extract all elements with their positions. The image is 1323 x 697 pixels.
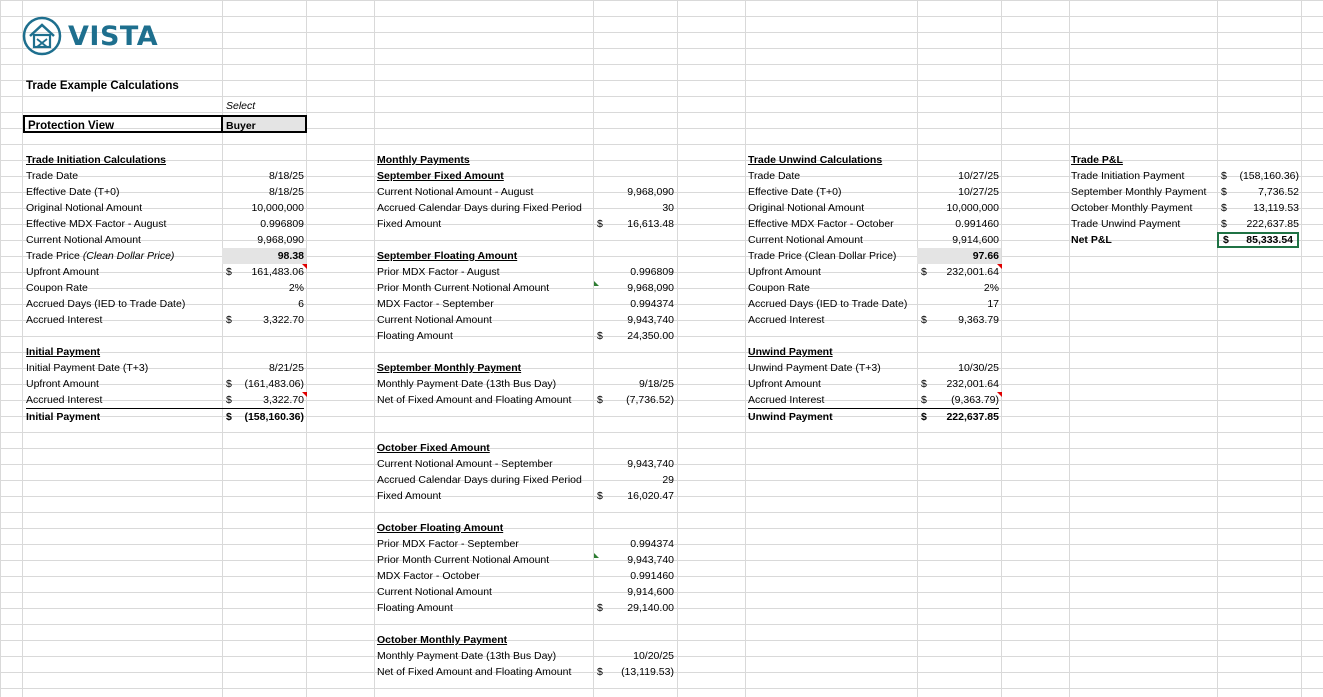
dollar-sign: $ xyxy=(226,378,232,390)
monthly-sep-floating-row-value[interactable] xyxy=(593,328,674,344)
unwind-row-label: Trade Price (Clean Dollar Price) xyxy=(748,250,897,262)
cell-value: 30 xyxy=(662,202,674,214)
unwind-row-value[interactable] xyxy=(917,232,999,248)
vista-logo xyxy=(22,14,158,58)
house-logo-icon xyxy=(22,16,62,56)
cell-value: 17 xyxy=(987,298,999,310)
cell-value: 9,968,090 xyxy=(627,186,674,198)
cell-value: 8/18/25 xyxy=(268,186,304,198)
initiation-row-label: Coupon Rate xyxy=(26,282,88,294)
monthly-oct-fixed-row-label: Fixed Amount xyxy=(377,490,442,502)
initiation-row-label-text: Trade Price xyxy=(26,250,80,262)
cell-value: 8/18/25 xyxy=(268,170,304,182)
unwind-heading: Trade Unwind Calculations xyxy=(748,154,883,166)
dollar-sign: $ xyxy=(921,314,927,326)
monthly-sep-fixed-row-value[interactable] xyxy=(593,200,674,216)
pnl-row-value[interactable] xyxy=(1217,184,1299,200)
monthly-sep-fixed-row-label: Accrued Calendar Days during Fixed Period xyxy=(377,202,582,214)
net-pnl-selected-cell[interactable] xyxy=(1217,232,1299,248)
monthly-sep-floating-row-label: Prior Month Current Notional Amount xyxy=(377,282,550,294)
cell-value: 9,943,740 xyxy=(627,314,674,326)
cell-value: 232,001.64 xyxy=(946,378,999,390)
dollar-sign: $ xyxy=(921,411,927,423)
initiation-row-value[interactable] xyxy=(222,264,304,280)
cell-value: (158,160.36) xyxy=(1239,170,1299,182)
initiation-row-value[interactable] xyxy=(222,248,306,264)
pnl-row-value[interactable] xyxy=(1217,168,1299,184)
protection-view-select[interactable]: Buyer xyxy=(222,115,307,133)
initial-payment-row-label: Upfront Amount xyxy=(26,378,99,390)
monthly-oct-fixed-row-value[interactable] xyxy=(593,488,674,504)
monthly-sep-floating-row-label: Current Notional Amount xyxy=(377,314,492,326)
monthly-sep-payment-row-label: Net of Fixed Amount and Floating Amount xyxy=(377,394,572,406)
comment-indicator-icon[interactable] xyxy=(997,392,1002,397)
initiation-row-value[interactable] xyxy=(222,296,304,312)
comment-indicator-icon[interactable] xyxy=(302,392,307,397)
initiation-row-label: Accrued Interest xyxy=(26,314,103,326)
pnl-row-label: Net P&L xyxy=(1071,234,1112,246)
monthly-oct-fixed-row-value[interactable] xyxy=(593,456,674,472)
error-indicator-icon[interactable] xyxy=(594,281,599,286)
cell-value: 10/27/25 xyxy=(958,170,999,182)
initial-payment-row-value[interactable] xyxy=(222,392,304,408)
cell-value: 2% xyxy=(983,282,999,294)
cell-value: 6 xyxy=(298,298,304,310)
cell-value: 9,363.79 xyxy=(958,314,999,326)
initial-payment-row-value[interactable] xyxy=(222,408,304,425)
initiation-heading: Trade Initiation Calculations xyxy=(26,154,167,166)
monthly-oct-fixed-row-label: Accrued Calendar Days during Fixed Period xyxy=(377,474,582,486)
monthly-oct-floating-row-label: Prior Month Current Notional Amount xyxy=(377,554,550,566)
pnl-heading: Trade P&L xyxy=(1071,154,1123,166)
initiation-row-value[interactable] xyxy=(222,168,304,184)
initiation-row-value[interactable] xyxy=(222,200,304,216)
monthly-sep-fixed-row-value[interactable] xyxy=(593,184,674,200)
unwind-row-label: Effective Date (T+0) xyxy=(748,186,842,198)
cell-value: 9,968,090 xyxy=(627,282,674,294)
initial-payment-row-value[interactable] xyxy=(222,360,304,376)
initiation-row-value[interactable] xyxy=(222,184,304,200)
unwind-row-label: Original Notional Amount xyxy=(748,202,865,214)
initiation-row-label: Current Notional Amount xyxy=(26,234,141,246)
monthly-sep-floating-heading: September Floating Amount xyxy=(377,250,518,262)
monthly-oct-payment-row-label: Monthly Payment Date (13th Bus Day) xyxy=(377,650,557,662)
unwind-row-value[interactable] xyxy=(917,216,999,232)
cell-value: (158,160.36) xyxy=(244,411,304,423)
initiation-row-value[interactable] xyxy=(222,216,304,232)
monthly-oct-floating-row-value[interactable] xyxy=(593,600,674,616)
cell-value: 9,943,740 xyxy=(627,554,674,566)
monthly-oct-floating-row-value[interactable] xyxy=(593,552,674,568)
dollar-sign: $ xyxy=(1221,202,1227,214)
initiation-row-label: Trade Date xyxy=(26,170,79,182)
cell-value: 9,914,600 xyxy=(952,234,999,246)
monthly-oct-payment-row-value[interactable] xyxy=(593,664,674,680)
monthly-oct-payment-row-value[interactable] xyxy=(593,648,674,664)
dollar-sign: $ xyxy=(226,394,232,406)
cell-value: 7,736.52 xyxy=(1258,186,1299,198)
monthly-sep-fixed-row-label: Current Notional Amount - August xyxy=(377,186,534,198)
cell-value: 9/18/25 xyxy=(638,378,674,390)
initiation-row-value[interactable] xyxy=(222,232,304,248)
cell-value: 98.38 xyxy=(277,250,304,262)
monthly-sep-floating-row-label: Prior MDX Factor - August xyxy=(377,266,500,278)
comment-indicator-icon[interactable] xyxy=(302,264,307,269)
unwind-row-value[interactable] xyxy=(917,248,1001,264)
unwind-payment-row-label: Unwind Payment Date (T+3) xyxy=(748,362,881,374)
dollar-sign: $ xyxy=(921,394,927,406)
dollar-sign: $ xyxy=(226,411,232,423)
unwind-row-label: Trade Date xyxy=(748,170,801,182)
cell-value: 13,119.53 xyxy=(1253,202,1299,214)
monthly-sep-floating-row-label: MDX Factor - September xyxy=(377,298,494,310)
initiation-row-label: Original Notional Amount xyxy=(26,202,143,214)
cell-value: 2% xyxy=(288,282,304,294)
dollar-sign: $ xyxy=(597,490,603,502)
monthly-sep-floating-row-value[interactable] xyxy=(593,264,674,280)
monthly-sep-payment-heading: September Monthly Payment xyxy=(377,362,522,374)
monthly-sep-floating-row-value[interactable] xyxy=(593,296,674,312)
cell-value: 8/21/25 xyxy=(268,362,304,374)
dollar-sign: $ xyxy=(921,266,927,278)
brand-name: VISTA xyxy=(68,20,159,52)
monthly-sep-payment-row-value[interactable] xyxy=(593,376,674,392)
dollar-sign: $ xyxy=(226,314,232,326)
page-title: Trade Example Calculations xyxy=(26,80,179,92)
pnl-row-value[interactable] xyxy=(1217,216,1299,232)
cell-value: (13,119.53) xyxy=(621,666,674,678)
monthly-sep-fixed-row-value[interactable] xyxy=(593,216,674,232)
monthly-payments-heading: Monthly Payments xyxy=(377,154,470,166)
pnl-row-label: October Monthly Payment xyxy=(1071,202,1193,214)
cell-value: 29,140.00 xyxy=(627,602,674,614)
initiation-row-label: Upfront Amount xyxy=(26,266,99,278)
unwind-row-value[interactable] xyxy=(917,264,999,280)
monthly-sep-floating-row-value[interactable] xyxy=(593,280,674,296)
cell-value: 0.994374 xyxy=(630,538,674,550)
initial-payment-heading: Initial Payment xyxy=(26,346,101,358)
cell-value: (161,483.06) xyxy=(244,378,304,390)
dollar-sign: $ xyxy=(921,378,927,390)
unwind-row-label: Upfront Amount xyxy=(748,266,821,278)
dollar-sign: $ xyxy=(1221,186,1227,198)
dollar-sign: $ xyxy=(597,218,603,230)
unwind-payment-row-value[interactable] xyxy=(917,408,999,425)
initial-payment-row-label: Initial Payment Date (T+3) xyxy=(26,362,149,374)
dollar-sign: $ xyxy=(597,394,603,406)
cell-value: 0.994374 xyxy=(630,298,674,310)
monthly-oct-floating-row-label: Floating Amount xyxy=(377,602,453,614)
pnl-row-label: Trade Unwind Payment xyxy=(1071,218,1181,230)
cell-value: 24,350.00 xyxy=(627,330,674,342)
initiation-row-label xyxy=(26,248,174,264)
monthly-oct-floating-row-value[interactable] xyxy=(593,584,674,600)
initial-payment-row-label: Accrued Interest xyxy=(26,394,103,406)
monthly-oct-payment-row-label: Net of Fixed Amount and Floating Amount xyxy=(377,666,572,678)
cell-value: 3,322.70 xyxy=(263,314,304,326)
dollar-sign: $ xyxy=(597,666,603,678)
dollar-sign: $ xyxy=(597,330,603,342)
cell-value: 0.996809 xyxy=(630,266,674,278)
monthly-oct-fixed-row-value[interactable] xyxy=(593,472,674,488)
unwind-row-value[interactable] xyxy=(917,280,999,296)
cell-value: 29 xyxy=(662,474,674,486)
unwind-row-label: Coupon Rate xyxy=(748,282,810,294)
monthly-oct-floating-row-value[interactable] xyxy=(593,568,674,584)
protection-view-label: Protection View xyxy=(23,115,222,133)
monthly-oct-floating-row-label: MDX Factor - October xyxy=(377,570,480,582)
initial-payment-row-label: Initial Payment xyxy=(26,408,222,425)
initiation-row-value[interactable] xyxy=(222,312,304,328)
unwind-row-label: Effective MDX Factor - October xyxy=(748,218,894,230)
monthly-sep-fixed-row-label: Fixed Amount xyxy=(377,218,442,230)
unwind-payment-row-label: Unwind Payment xyxy=(748,408,917,425)
initiation-row-value[interactable] xyxy=(222,280,304,296)
dollar-sign: $ xyxy=(1221,218,1227,230)
unwind-row-label: Accrued Interest xyxy=(748,314,825,326)
unwind-row-value[interactable] xyxy=(917,184,999,200)
unwind-row-value[interactable] xyxy=(917,200,999,216)
monthly-oct-floating-row-label: Current Notional Amount xyxy=(377,586,492,598)
unwind-row-value[interactable] xyxy=(917,168,999,184)
dollar-sign: $ xyxy=(1223,234,1229,246)
monthly-sep-floating-row-label: Floating Amount xyxy=(377,330,453,342)
unwind-payment-heading: Unwind Payment xyxy=(748,346,833,358)
unwind-row-label: Accrued Days (IED to Trade Date) xyxy=(748,298,908,310)
dollar-sign: $ xyxy=(597,602,603,614)
unwind-payment-row-label: Accrued Interest xyxy=(748,394,825,406)
unwind-payment-row-value[interactable] xyxy=(917,360,999,376)
cell-value: 16,613.48 xyxy=(627,218,674,230)
initiation-row-label: Effective MDX Factor - August xyxy=(26,218,167,230)
cell-value: 10/20/25 xyxy=(633,650,674,662)
unwind-payment-row-value[interactable] xyxy=(917,376,999,392)
cell-value: 161,483.06 xyxy=(251,266,304,278)
cell-value: 0.991460 xyxy=(630,570,674,582)
cell-value: 10/30/25 xyxy=(958,362,999,374)
initiation-row-label-note: (Clean Dollar Price) xyxy=(82,250,175,262)
pnl-row-label: Trade Initiation Payment xyxy=(1071,170,1185,182)
unwind-payment-row-value[interactable] xyxy=(917,392,999,408)
comment-indicator-icon[interactable] xyxy=(997,264,1002,269)
select-label: Select xyxy=(226,100,256,112)
cell-value: (9,363.79) xyxy=(951,394,999,406)
cell-value: 0.996809 xyxy=(260,218,304,230)
cell-value: 9,968,090 xyxy=(257,234,304,246)
cell-value: 9,914,600 xyxy=(627,586,674,598)
cell-value: 3,322.70 xyxy=(263,394,304,406)
initiation-row-label: Effective Date (T+0) xyxy=(26,186,120,198)
cell-value: 97.66 xyxy=(972,250,999,262)
monthly-sep-floating-row-value[interactable] xyxy=(593,312,674,328)
cell-value: 232,001.64 xyxy=(946,266,999,278)
monthly-sep-payment-row-label: Monthly Payment Date (13th Bus Day) xyxy=(377,378,557,390)
unwind-row-value[interactable] xyxy=(917,312,999,328)
monthly-oct-floating-row-label: Prior MDX Factor - September xyxy=(377,538,519,550)
pnl-row-label: September Monthly Payment xyxy=(1071,186,1207,198)
cell-value: 0.991460 xyxy=(955,218,999,230)
cell-value: 222,637.85 xyxy=(946,411,999,423)
initiation-row-label: Accrued Days (IED to Trade Date) xyxy=(26,298,186,310)
monthly-sep-payment-row-value[interactable] xyxy=(593,392,674,408)
cell-value: (7,736.52) xyxy=(626,394,674,406)
dollar-sign: $ xyxy=(226,266,232,278)
unwind-row-label: Current Notional Amount xyxy=(748,234,863,246)
cell-value: 10,000,000 xyxy=(946,202,999,214)
monthly-sep-fixed-heading: September Fixed Amount xyxy=(377,170,504,182)
cell-value: 16,020.47 xyxy=(627,490,674,502)
monthly-oct-fixed-heading: October Fixed Amount xyxy=(377,442,490,454)
monthly-oct-fixed-row-label: Current Notional Amount - September xyxy=(377,458,553,470)
cell-value: 10/27/25 xyxy=(958,186,999,198)
monthly-oct-floating-heading: October Floating Amount xyxy=(377,522,504,534)
pnl-row-value[interactable] xyxy=(1217,200,1299,216)
cell-value: 85,333.54 xyxy=(1246,234,1293,246)
cell-value: 222,637.85 xyxy=(1246,218,1299,230)
unwind-payment-row-label: Upfront Amount xyxy=(748,378,821,390)
monthly-oct-payment-heading: October Monthly Payment xyxy=(377,634,508,646)
monthly-oct-floating-row-value[interactable] xyxy=(593,536,674,552)
initial-payment-row-value[interactable] xyxy=(222,376,304,392)
error-indicator-icon[interactable] xyxy=(594,553,599,558)
unwind-row-value[interactable] xyxy=(917,296,999,312)
dollar-sign: $ xyxy=(1221,170,1227,182)
cell-value: 10,000,000 xyxy=(251,202,304,214)
cell-value: 9,943,740 xyxy=(627,458,674,470)
